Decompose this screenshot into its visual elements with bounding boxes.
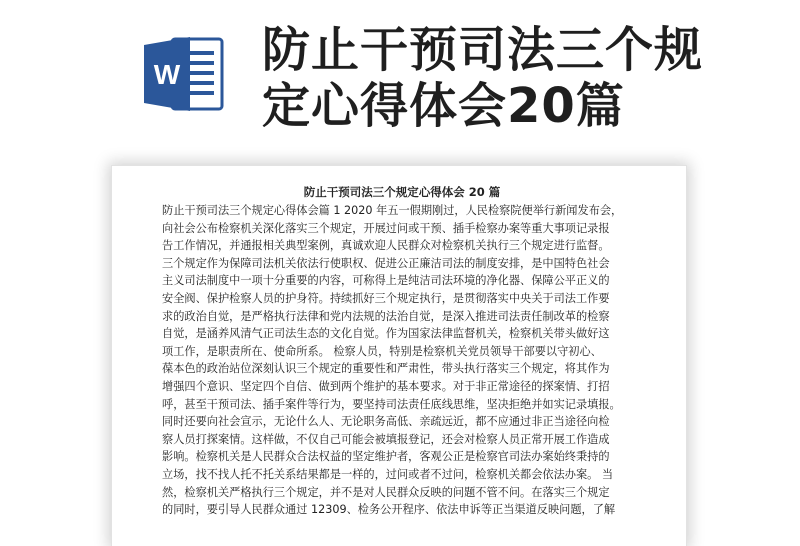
header <box>0 0 800 160</box>
word-icon <box>142 33 226 115</box>
document-line: 同时还要向社会宣示，无论什么人、无论职务高低、亲疏远近，都不应通过非正当途径向检 <box>162 415 610 429</box>
document-line: 主义司法制度中一项十分重要的内容，可称得上是纯洁司法环境的净化器、保障公平正义的 <box>162 274 610 288</box>
document-line: 增强四个意识、坚定四个自信、做到两个维护的基本要求。对于非正常途径的探案情、打招 <box>162 379 610 393</box>
document-line: 葆本色的政治站位深刻认识三个规定的重要性和严肃性，带头执行落实三个规定，将其作为 <box>162 362 610 376</box>
document-line: 自觉，是涵养风清气正司法生态的文化自觉。作为国家法律监督机关，检察机关带头做好这 <box>162 327 610 341</box>
document-line: 告工作情况，并通报相关典型案例，真诚欢迎人民群众对检察机关执行三个规定进行监督。 <box>162 239 610 253</box>
document-line: 的同时，要引导人民群众通过 12309、检务公开程序、依法申诉等正当渠道反映问题，了解 <box>162 503 616 517</box>
document-line: 三个规定作为保障司法机关依法行使职权、促进公正廉洁司法的制度安排，是中国特色社会 <box>162 256 610 270</box>
document-line: 防止干预司法三个规定心得体会篇 1 2020 年五一假期刚过，人民检察院便举行新闻发布会， <box>162 204 623 217</box>
document-page <box>162 184 642 519</box>
word-icon-letter: W <box>153 59 181 90</box>
document-line: 影响。检察机关是人民群众合法权益的坚定维护者，客观公正是检察官司法办案始终秉持的 <box>162 450 610 464</box>
document-heading: 防止干预司法三个规定心得体会 20 篇 <box>303 185 501 199</box>
document-line: 向社会公布检察机关深化落实三个规定，开展过问或干预、插手检察办案等重大事项记录报 <box>162 221 610 235</box>
page-title <box>262 22 782 134</box>
document-line: 立场，找不找人托不托关系结果都是一样的，过问或者不过问，检察机关都会依法办案。 当 <box>162 467 614 481</box>
document-line: 然，检察机关严格执行三个规定，并不是对人民群众反映的问题不管不问。在落实三个规定 <box>162 485 610 499</box>
document-body <box>162 202 642 519</box>
document-line: 察人员打探案情。这样做，不仅自己可能会被填报登记，还会对检察人员正常开展工作造成 <box>162 432 610 446</box>
document-preview <box>112 166 686 546</box>
document-line: 求的政治自觉，是严格执行法律和党内法规的法治自觉，是深入推进司法责任制改革的检察 <box>162 309 610 323</box>
document-line: 安全阀、保护检察人员的护身符。持续抓好三个规定执行，是贯彻落实中央关于司法工作要 <box>162 291 610 305</box>
document-line: 项工作，是职责所在、使命所系。 检察人员，特别是检察机关党员领导干部要以守初心、 <box>162 344 602 358</box>
document-line: 呼，甚至干预司法、插手案件等行为，要坚持司法责任底线思维，坚决拒绝并如实记录填报。 <box>162 397 621 411</box>
page-title-line: 定心得体会20篇 <box>262 78 625 134</box>
page-title-line: 防止干预司法三个规 <box>262 22 704 78</box>
